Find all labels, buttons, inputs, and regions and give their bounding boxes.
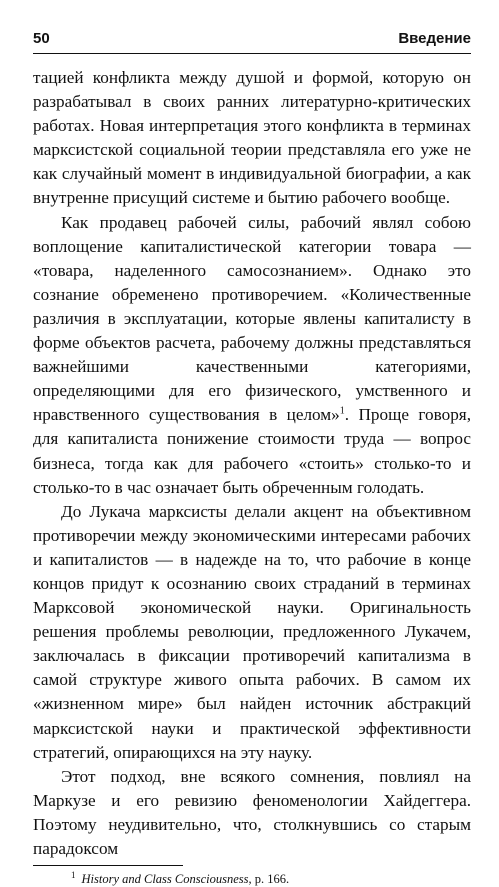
footnote: [33, 869, 471, 887]
footnote-source-title: History and Class Consciousness: [81, 872, 249, 887]
paragraph: тацией конфликта между душой и формой, которую он разрабатывал в своих ранних литературно-критических работах. Новая интерпретация этого конфликта в терминах марксистской социальной теории представляла его уже не как случайный момент в индивидуальной биографии, а как внутренне присущий системе и бытию рабочего вообще.: [33, 68, 471, 208]
paragraph: [33, 211, 471, 500]
paragraph-text: Как продавец рабочей силы, рабочий являл собою воплощение капиталистической категории товара — «товара, наделенного самосознанием». Однако это сознание обременено противоречием. «Количественные различия в эксплуатации, которые явлены капиталисту в форме объектов расчета, рабочему должны представляться важнейшими качественными категориями, определяющими для его физического, умственного и нравственного существования в целом»: [33, 212, 471, 425]
section-title: Введение: [398, 30, 471, 47]
footnote-mark: 1: [71, 869, 76, 880]
footnote-source-rest: , p. 166.: [248, 872, 290, 887]
footnote-rule: [33, 865, 183, 866]
paragraph-text: . Проще говоря, для капиталиста понижение стоимости труда — вопрос бизнеса, тогда как для рабочего «стоить» столько-то и столько-то в час означает быть обреченным голодать.: [33, 405, 471, 497]
paragraph: До Лукача марксисты делали акцент на объективном противоречии между экономическими интересами рабочих и капиталистов — в надежде на то, что рабочие в конце концов придут к осознанию своих страданий в терминах Марксовой экономической науки. Оригинальность решения проблемы революции, предложенного Лукачем, заключалась в фиксации противоречий капитализма в самой структуре живого опыта рабочих. В самом их «жизненном мире» был найден источник абстракций марксистской науки и практической эффективности стратегий, опирающихся на эту науку.: [33, 501, 471, 762]
page-number: 50: [33, 30, 50, 47]
header-rule: [33, 53, 471, 54]
book-page: [33, 30, 471, 887]
paragraph: Этот подход, вне всякого сомнения, повлиял на Маркузе и его ревизию феноменологии Хайдеггера. Поэтому неудивительно, что, столкнувшись со старым парадоксом: [33, 766, 471, 858]
footnote-reference[interactable]: 1: [339, 405, 345, 417]
body-text: [33, 66, 471, 861]
running-head: [33, 30, 471, 51]
